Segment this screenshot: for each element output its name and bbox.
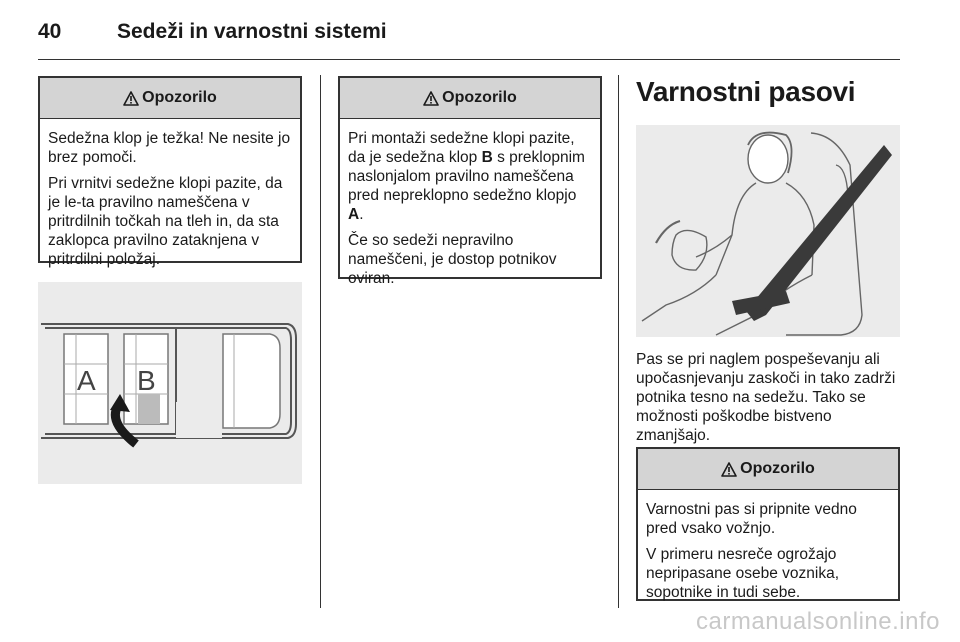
van-seat-figure bbox=[38, 282, 302, 484]
warning-text: Pri montaži sedežne klopi pazite, da je sedežna klop B s preklopnim naslonjalom pravilno nameščena pred nepreklopno sedežno klopjo A. bbox=[348, 130, 585, 223]
warning-heading: Opozorilo bbox=[740, 460, 815, 477]
warning-heading: Opozorilo bbox=[142, 89, 217, 106]
seat-label-a: A bbox=[77, 365, 96, 396]
warning-text: Sedežna klop je težka! Ne nesite jo brez pomoči. bbox=[48, 130, 291, 166]
column-divider-2 bbox=[618, 75, 619, 608]
seatbelt-driver-illustration bbox=[636, 125, 900, 337]
warning-text: Če so sedeži nepravilno nameščeni, je dostop potnikov oviran. bbox=[348, 232, 557, 287]
seatbelt-figure bbox=[636, 125, 900, 337]
watermark: carmanualsonline.info bbox=[696, 608, 940, 635]
van-floor-plan-illustration bbox=[38, 282, 302, 484]
page-number: 40 bbox=[38, 20, 62, 43]
warning-box-3 bbox=[636, 447, 900, 601]
warning-header bbox=[40, 78, 300, 119]
column-divider-1 bbox=[320, 75, 321, 608]
warning-header bbox=[638, 449, 898, 490]
warning-box-2 bbox=[338, 76, 602, 287]
warning-triangle-icon bbox=[423, 91, 439, 106]
warning-text: Varnostni pas si pripnite vedno pred vsako vožnjo. bbox=[646, 501, 857, 537]
seat-label-b: B bbox=[137, 365, 156, 396]
section-heading: Varnostni pasovi bbox=[636, 76, 856, 107]
seatbelt-paragraph: Pas se pri naglem pospeševanju ali upočasnjevanju zaskoči in tako zadrži potnika tesno na sedežu. Tako se možnosti poškodbe bistveno zmanjšajo. bbox=[636, 351, 896, 444]
warning-box-1 bbox=[38, 76, 302, 268]
warning-triangle-icon bbox=[721, 462, 737, 477]
page-title: Sedeži in varnostni sistemi bbox=[117, 20, 387, 43]
warning-text: Pri vrnitvi sedežne klopi pazite, da je le-ta pravilno nameščena v pritrdilnih točkah na tleh in, da sta zaklopca pravilno zataknjena v pritrdilni položaj. bbox=[48, 175, 283, 268]
warning-heading: Opozorilo bbox=[442, 89, 517, 106]
warning-text: V primeru nesreče ogrožajo nepripasane osebe voznika, sopotnike in tudi sebe. bbox=[646, 546, 840, 601]
header-rule bbox=[38, 59, 900, 60]
warning-header bbox=[340, 78, 600, 119]
warning-triangle-icon bbox=[123, 91, 139, 106]
